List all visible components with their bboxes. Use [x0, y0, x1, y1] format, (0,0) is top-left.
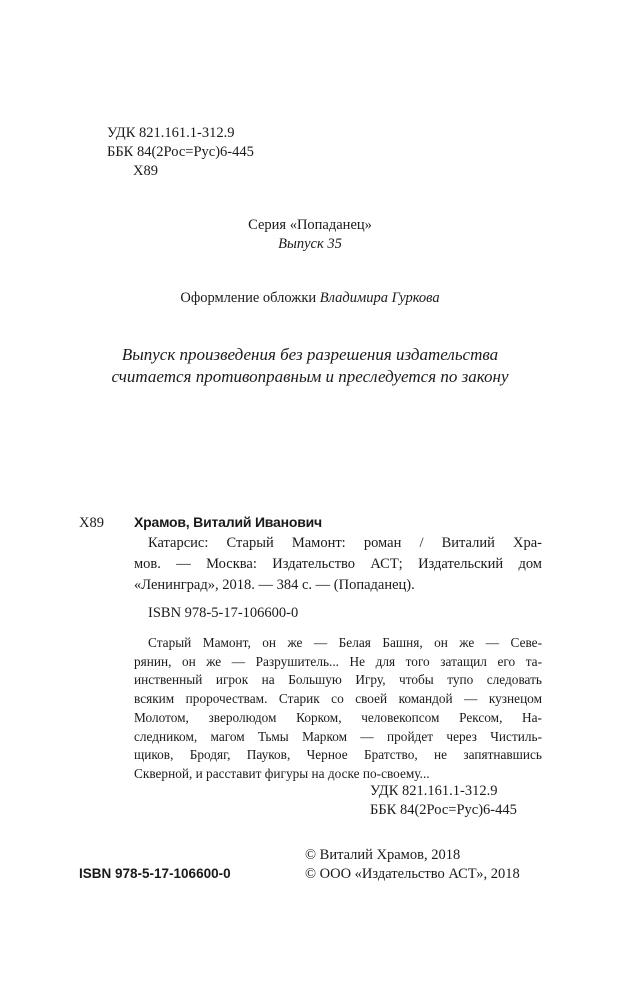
- catalog-bbk: ББК 84(2Рос=Рус)6-445: [370, 802, 517, 818]
- annotation-line: Старый Мамонт, он же — Белая Башня, он же — Севе-: [148, 635, 542, 650]
- catalog-annotation: [134, 634, 542, 784]
- annotation-line: всяким пророчествам. Старик со своей командой — кузнецом: [134, 691, 542, 707]
- bbk-code: ББК 84(2Рос=Рус)6-445: [107, 144, 254, 160]
- annotation-line: следником, магом Тьмы Марком — пройдет через Чистиль-: [134, 728, 542, 744]
- series-issue: Выпуск 35: [278, 236, 342, 252]
- legal-notice-line: Выпуск произведения без разрешения издательства: [121, 345, 499, 364]
- description-line: «Ленинград», 2018. — 384 с. — (Попаданец).: [134, 577, 415, 593]
- copyright-publisher: © ООО «Издательство АСТ», 2018: [305, 866, 520, 882]
- annotation-line: рянин, он же — Разрушитель... Не для того затащил его та-: [134, 653, 542, 669]
- annotation-line: инственный игрок на Большую Игру, чтобы тупо следовать: [134, 672, 542, 688]
- cover-artist: Владимира Гуркова: [319, 290, 440, 306]
- isbn-bottom: ISBN 978-5-17-106600-0: [79, 866, 231, 881]
- catalog-description: [134, 533, 542, 596]
- series-name: Серия «Попаданец»: [248, 217, 372, 233]
- catalog-udk: УДК 821.161.1-312.9: [370, 783, 498, 799]
- description-line: мов. — Москва: Издательство АСТ; Издательский дом: [134, 556, 542, 572]
- catalog-code: Х89: [79, 515, 104, 531]
- catalog-author: Храмов, Виталий Иванович: [134, 514, 322, 530]
- description-line: Катарсис: Старый Мамонт: роман / Виталий Хра-: [148, 535, 542, 551]
- cover-credit: [0, 289, 620, 307]
- author-mark: Х89: [133, 163, 158, 179]
- catalog-isbn: ISBN 978-5-17-106600-0: [148, 605, 299, 621]
- annotation-line: щиков, Бродяг, Пауков, Черное Братство, не запятнавшись: [134, 747, 542, 763]
- annotation-line: Молотом, зверолюдом Корком, человекопсом Рексом, На-: [134, 709, 542, 725]
- udk-code: УДК 821.161.1-312.9: [107, 125, 235, 141]
- annotation-line: Скверной, и расставит фигуры на доске по-своему...: [134, 765, 430, 781]
- legal-notice: [0, 344, 620, 388]
- legal-notice-line: считается противоправным и преследуется по закону: [111, 367, 509, 386]
- cover-credit-label: Оформление обложки: [180, 290, 317, 306]
- copyright-author: © Виталий Храмов, 2018: [305, 847, 461, 863]
